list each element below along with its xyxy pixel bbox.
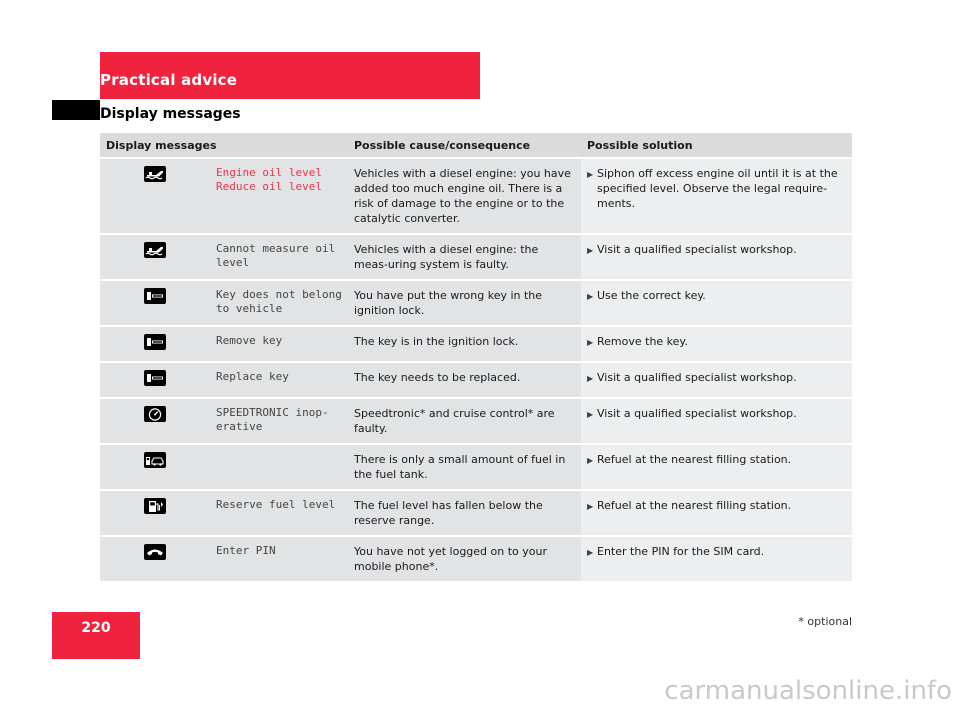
display-icon-cell [100,281,210,327]
arrow-bullet-icon: ▶ [587,170,594,179]
possible-solution-cell [581,235,852,281]
telephone-icon [144,544,166,560]
table-row [100,363,852,399]
oil-can-icon [144,242,166,258]
possible-solution-cell [581,159,852,235]
display-messages-table [100,133,852,583]
key-icon [144,334,166,350]
display-message-text [210,445,348,491]
display-icon-cell [100,491,210,537]
page-number-box [52,612,140,659]
display-message-text: Cannot measure oil level [210,235,348,281]
table-header-row [100,133,852,159]
oil-can-icon [144,166,166,182]
table-row [100,235,852,281]
possible-cause: The key is in the ignition lock. [348,327,581,363]
column-header-display-messages: Display messages [100,133,348,159]
possible-solution-cell [581,363,852,399]
possible-solution-cell [581,281,852,327]
possible-solution: Visit a qualified specialist workshop. [597,371,797,384]
possible-cause: You have put the wrong key in the ignition lock. [348,281,581,327]
arrow-bullet-icon: ▶ [587,292,594,301]
display-icon-cell [100,235,210,281]
footnote: * optional [798,615,852,628]
possible-cause: Vehicles with a diesel engine: you have added too much engine oil. There is a risk of damage to the engine or to the catalytic converter. [348,159,581,235]
possible-cause: Speedtronic* and cruise control* are faulty. [348,399,581,445]
possible-solution: Refuel at the nearest filling station. [597,499,792,512]
display-icon-cell [100,445,210,491]
possible-cause: There is only a small amount of fuel in the fuel tank. [348,445,581,491]
arrow-bullet-icon: ▶ [587,374,594,383]
table-row [100,399,852,445]
column-header-solution: Possible solution [581,133,852,159]
display-message-text: Replace key [210,363,348,399]
key-icon [144,288,166,304]
display-icon-cell [100,327,210,363]
possible-cause: Vehicles with a diesel engine: the meas-uring system is faulty. [348,235,581,281]
display-message-text: Enter PIN [210,537,348,583]
black-tab-marker [52,100,100,120]
key-icon [144,370,166,386]
arrow-bullet-icon: ▶ [587,246,594,255]
fuel-pump-icon [144,498,166,514]
column-header-cause: Possible cause/consequence [348,133,581,159]
display-message-text: Key does not belong to vehicle [210,281,348,327]
arrow-bullet-icon: ▶ [587,338,594,347]
arrow-bullet-icon: ▶ [587,502,594,511]
display-icon-cell [100,159,210,235]
table-row [100,281,852,327]
possible-solution: Use the correct key. [597,289,706,302]
display-message-text: Reserve fuel level [210,491,348,537]
possible-solution: Siphon off excess engine oil until it is at the specified level. Observe the legal require-ments. [597,167,838,210]
table-row [100,159,852,235]
display-icon-cell [100,399,210,445]
possible-cause: The key needs to be replaced. [348,363,581,399]
watermark: carmanualsonline.info [664,676,952,706]
section-title: Practical advice [100,71,238,89]
possible-solution-cell [581,445,852,491]
possible-solution-cell [581,327,852,363]
possible-solution-cell [581,491,852,537]
possible-solution-cell [581,399,852,445]
table-row [100,491,852,537]
table-row [100,537,852,583]
possible-solution: Remove the key. [597,335,688,348]
speedometer-icon [144,406,166,422]
possible-solution: Refuel at the nearest filling station. [597,453,792,466]
page-number: 220 [81,620,111,636]
display-message-text: SPEEDTRONIC inop- erative [210,399,348,445]
possible-solution: Visit a qualified specialist workshop. [597,407,797,420]
section-header-bar [100,52,480,99]
display-message-text: Engine oil level Reduce oil level [210,159,348,235]
display-message-text: Remove key [210,327,348,363]
display-icon-cell [100,537,210,583]
arrow-bullet-icon: ▶ [587,548,594,557]
possible-solution: Visit a qualified specialist workshop. [597,243,797,256]
arrow-bullet-icon: ▶ [587,456,594,465]
possible-solution: Enter the PIN for the SIM card. [597,545,765,558]
possible-cause: The fuel level has fallen below the reserve range. [348,491,581,537]
possible-solution-cell [581,537,852,583]
arrow-bullet-icon: ▶ [587,410,594,419]
possible-cause: You have not yet logged on to your mobile phone*. [348,537,581,583]
fuel-car-icon [144,452,166,468]
display-icon-cell [100,363,210,399]
table-row [100,445,852,491]
table-row [100,327,852,363]
page-subtitle: Display messages [100,106,241,122]
